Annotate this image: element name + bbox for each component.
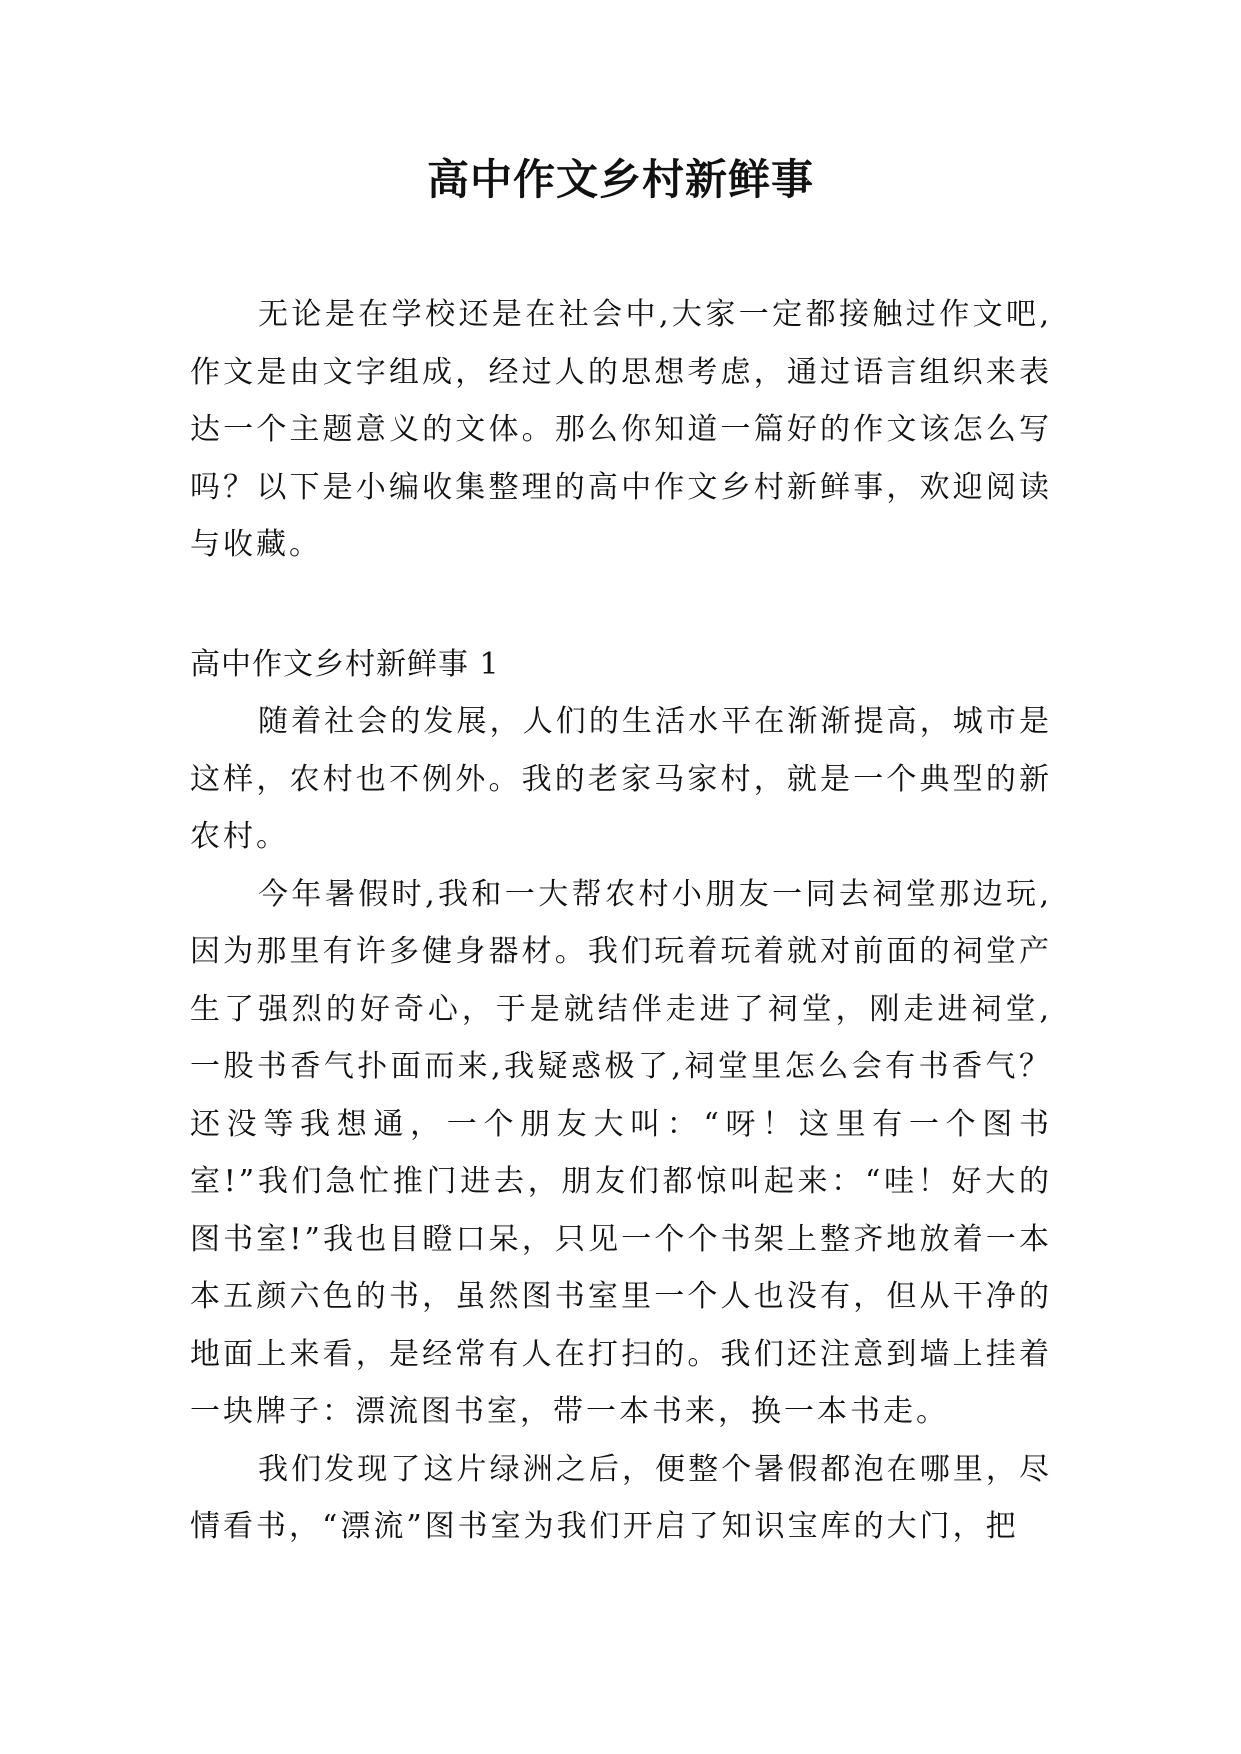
document-body [190,286,1052,1556]
body-paragraph: 随着社会的发展，人们的生活水平在渐渐提高，城市是这样，农村也不例外。我的老家马家村，就是一个典型的新农村。 [190,704,1052,854]
body-paragraph: 我们发现了这片绿洲之后，便整个暑假都泡在哪里，尽情看书，“漂流”图书室为我们开启了知识宝库的大门，把 [190,1451,1052,1544]
paragraph-spacer [190,574,1052,636]
intro-paragraph: 无论是在学校还是在社会中,大家一定都接触过作文吧,作文是由文字组成，经过人的思想考虑，通过语言组织来表达一个主题意义的文体。那么你知道一篇好的作文该怎么写吗？以下是小编收集整理的高中作文乡村新鲜事，欢迎阅读与收藏。 [190,297,1052,562]
section-heading: 高中作文乡村新鲜事 1 [190,646,500,682]
document-title: 高中作文乡村新鲜事 [426,155,814,204]
body-paragraph: 今年暑假时,我和一大帮农村小朋友一同去祠堂那边玩,因为那里有许多健身器材。我们玩着玩着就对前面的祠堂产生了强烈的好奇心，于是就结伴走进了祠堂，刚走进祠堂,一股书香气扑面而来,我疑惑极了,祠堂里怎么会有书香气？还没等我想通，一个朋友大叫：“呀！这里有一个图书室!”我们急忙推门进去，朋友们都惊叫起来：“哇！好大的图书室!”我也目瞪口呆，只见一个个书架上整齐地放着一本本五颜六色的书，虽然图书室里一个人也没有，但从干净的地面上来看，是经常有人在打扫的。我们还注意到墙上挂着一块牌子：漂流图书室，带一本书来，换一本书走。 [190,876,1052,1429]
